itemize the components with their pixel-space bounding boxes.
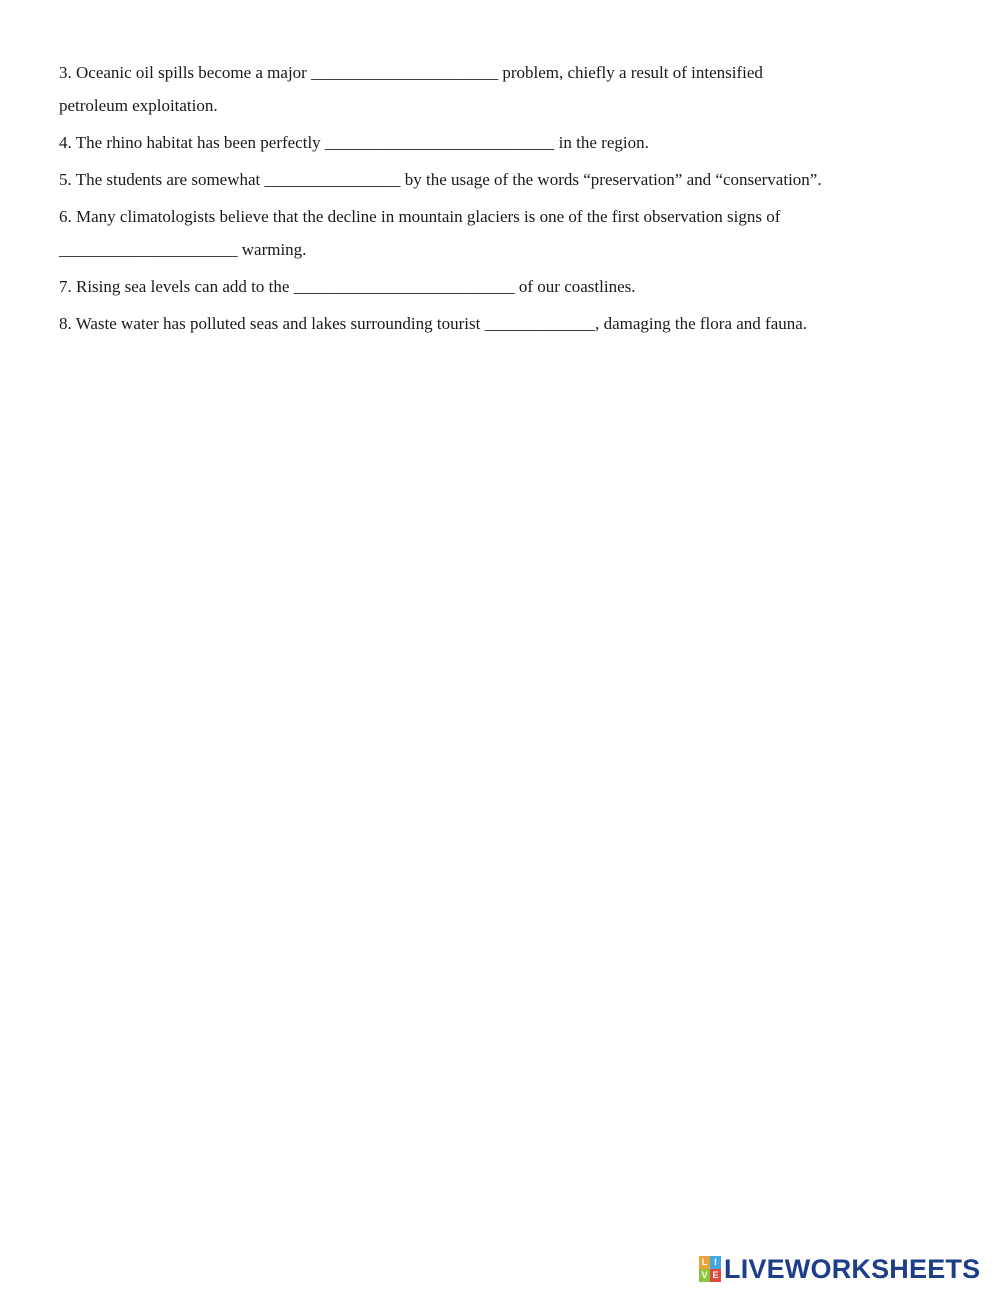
question-line: 8. Waste water has polluted seas and lakes surrounding tourist _____________, damaging the flora and fauna. [59,314,808,333]
question-line: 3. Oceanic oil spills become a major ______________________ problem, chiefly a result of intensified [59,63,763,82]
question-line: 7. Rising sea levels can add to the __________________________ of our coastlines. [59,277,636,296]
question-line: petroleum exploitation. [59,96,218,115]
question-line: 6. Many climatologists believe that the decline in mountain glaciers is one of the first observation signs of [59,207,781,226]
question-line: 4. The rhino habitat has been perfectly ___________________________ in the region. [59,133,649,152]
liveworksheets-logo [699,1254,980,1284]
logo-badge-icon [699,1256,721,1282]
worksheet-body [59,56,949,344]
logo-badge-letter: V [699,1269,710,1282]
question-4 [59,126,949,159]
question-line: _____________________ warming. [59,240,307,259]
question-5 [59,163,949,196]
logo-text: LIVEWORKSHEETS [724,1253,981,1284]
question-line: 5. The students are somewhat ________________ by the usage of the words “preservation” and “conservation”. [59,170,822,189]
question-3 [59,56,949,122]
question-6 [59,200,949,266]
question-7 [59,270,949,303]
logo-badge-letter: I [710,1256,721,1269]
logo-badge-letter: E [710,1269,721,1282]
question-8 [59,307,949,340]
logo-badge-letter: L [699,1256,710,1269]
